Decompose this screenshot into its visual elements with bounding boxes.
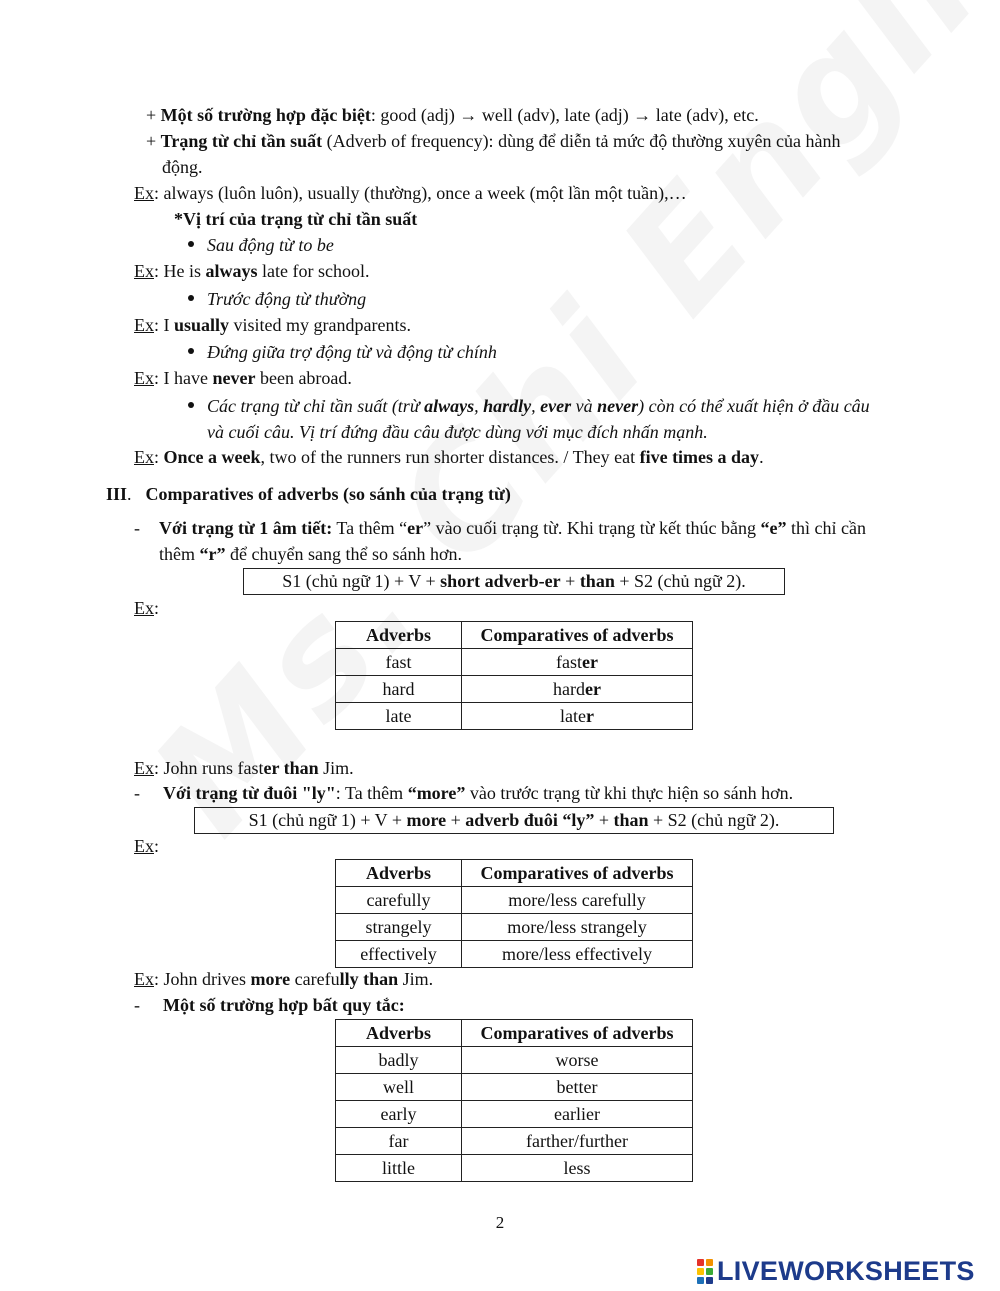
frequency-title: Trạng từ chỉ tần suất: [160, 131, 323, 151]
example-text: late for school.: [257, 261, 370, 281]
rule-text: vào trước trạng từ khi thực hiện so sánh hơn.: [465, 783, 794, 803]
formula-keyword: adverb đuôi “ly”: [465, 810, 595, 830]
header-adverbs: Adverbs: [336, 1020, 462, 1047]
dash: -: [134, 783, 140, 803]
comparative-stem: late: [560, 706, 586, 726]
logo-square: [697, 1259, 704, 1266]
page-number: 2: [495, 1213, 505, 1232]
comparative-cell: earlier: [462, 1101, 693, 1128]
table-row: [336, 941, 693, 968]
ex-label: Ex: [134, 183, 154, 203]
ex-line: [134, 596, 159, 620]
ex-colon: :: [154, 836, 160, 856]
bullet-dot: [188, 348, 194, 354]
formula-text: +: [594, 810, 614, 830]
ex-label: Ex: [134, 758, 154, 778]
example-keyword: er than: [263, 758, 319, 778]
comparative-cell: more/less effectively: [462, 941, 693, 968]
adverb-cell: hard: [336, 676, 462, 703]
irregular-heading: Một số trường hợp bất quy tắc:: [163, 995, 405, 1015]
example-frequency: [134, 181, 687, 205]
comparative-cell: [462, 703, 693, 730]
rule-title: Với trạng từ 1 âm tiết:: [159, 518, 333, 538]
comparative-suffix: er: [585, 679, 601, 699]
example-4: [134, 445, 764, 469]
comparative-cell: worse: [462, 1047, 693, 1074]
one-syllable-example: [134, 756, 354, 780]
table-row: [336, 1155, 693, 1182]
comparative-stem: hard: [553, 679, 585, 699]
formula-text: S1 (chủ ngữ 1) + V +: [248, 810, 407, 830]
adverb-cell: far: [336, 1128, 462, 1155]
position-heading: *Vị trí của trạng từ chỉ tần suất: [174, 209, 418, 229]
example-2: [134, 313, 411, 337]
ex-label: Ex: [134, 261, 154, 281]
bullet-dot: [188, 241, 194, 247]
bullet-dot: [188, 295, 194, 301]
rule-keyword: “more”: [407, 783, 466, 803]
example-1: [134, 259, 369, 283]
formula-box: [243, 568, 785, 595]
comparative-stem: fast: [556, 652, 582, 672]
formula-keyword: more: [406, 810, 447, 830]
table-row: [336, 1128, 693, 1155]
table-row: [336, 703, 693, 730]
adverb-cell: little: [336, 1155, 462, 1182]
example-text: : John runs fast: [154, 758, 264, 778]
ex-label: Ex: [134, 315, 154, 335]
rule-keyword: never: [597, 396, 639, 416]
rule-text: để chuyển sang thể so sánh hơn.: [225, 544, 462, 564]
special-cases-line: [146, 103, 759, 127]
example-text: Jim.: [398, 969, 434, 989]
formula-text: +: [560, 571, 580, 591]
liveworksheets-logo: [697, 1256, 975, 1287]
section-title: Comparatives of adverbs (so sánh của trạng từ): [145, 484, 511, 504]
formula-box: [194, 807, 834, 834]
formula-keyword: than: [579, 571, 615, 591]
rule-text: ,: [474, 396, 484, 416]
section-heading: [106, 482, 511, 506]
header-comparatives: Comparatives of adverbs: [462, 622, 693, 649]
liveworksheets-logo-icon: [697, 1259, 713, 1284]
logo-square: [697, 1268, 704, 1275]
example-3: [134, 366, 352, 390]
frequency-text: (Adverb of frequency): dùng để diễn tả mức độ thường xuyên của hành: [322, 131, 841, 151]
rule-text: Các trạng từ chỉ tần suất (trừ: [207, 396, 425, 416]
rule-between-verbs: Đứng giữa trợ động từ và động từ chính: [207, 342, 497, 362]
table-row: [336, 914, 693, 941]
ex-label: Ex: [134, 368, 154, 388]
example-text: carefu: [290, 969, 340, 989]
rule-title: Với trạng từ đuôi "ly": [163, 783, 336, 803]
adverb-cell: fast: [336, 649, 462, 676]
example-keyword: more: [250, 969, 291, 989]
example-keyword: five times a day: [639, 447, 760, 467]
comparative-cell: less: [462, 1155, 693, 1182]
ex-label: Ex: [134, 598, 154, 618]
table-row: [336, 676, 693, 703]
example-keyword: lly than: [339, 969, 399, 989]
example-keyword: usually: [174, 315, 230, 335]
comparative-suffix: er: [582, 652, 598, 672]
rule-keyword: “e”: [760, 518, 787, 538]
example-text: : John drives: [154, 969, 251, 989]
example-keyword: never: [212, 368, 256, 388]
logo-square: [706, 1268, 713, 1275]
logo-square: [697, 1277, 704, 1284]
example-text: :: [154, 447, 164, 467]
example-text: : I have: [154, 368, 213, 388]
ex-label: Ex: [134, 447, 154, 467]
rule-text: thì chỉ cần: [786, 518, 867, 538]
header-comparatives: Comparatives of adverbs: [462, 860, 693, 887]
ly-adverbs-table: [335, 859, 693, 968]
formula-text: S1 (chủ ngữ 1) + V +: [282, 571, 441, 591]
frequency-line: [146, 129, 841, 153]
rule-text: thêm: [159, 544, 200, 564]
rule-text: Ta thêm “: [332, 518, 408, 538]
irregular-table: [335, 1019, 693, 1182]
rule-keyword: hardly: [483, 396, 532, 416]
dash: -: [134, 995, 140, 1015]
table-row: [336, 1101, 693, 1128]
bullet-plus: +: [146, 105, 161, 125]
adverb-cell: early: [336, 1101, 462, 1128]
special-cases-title: Một số trường hợp đặc biệt: [160, 105, 371, 125]
example-keyword: Once a week: [163, 447, 261, 467]
logo-square: [706, 1259, 713, 1266]
rule-text: và: [571, 396, 598, 416]
bullet-plus: +: [146, 131, 161, 151]
one-syllable-rule-cont: [159, 542, 462, 566]
comparative-suffix: r: [585, 706, 594, 726]
example-text: Jim.: [318, 758, 354, 778]
header-comparatives: Comparatives of adverbs: [462, 1020, 693, 1047]
ex-label: Ex: [134, 969, 154, 989]
comparative-cell: better: [462, 1074, 693, 1101]
table-row: [336, 649, 693, 676]
rule-keyword: always: [424, 396, 475, 416]
comparative-cell: farther/further: [462, 1128, 693, 1155]
ex-label: Ex: [134, 836, 154, 856]
special-cases-text: : good (adj) → well (adv), late (adj) → late (adv), etc.: [370, 105, 759, 125]
formula-keyword: short adverb-er: [440, 571, 561, 591]
section-number: III: [106, 484, 128, 504]
formula-text: + S2 (chủ ngữ 2).: [614, 571, 746, 591]
ly-adverbs-rule: [163, 781, 793, 805]
header-adverbs: Adverbs: [336, 622, 462, 649]
logo-square: [706, 1277, 713, 1284]
example-text: , two of the runners run shorter distances. / They eat: [260, 447, 640, 467]
formula-keyword: than: [613, 810, 649, 830]
rule-text: ” vào cuối trạng từ. Khi trạng từ kết thúc bằng: [423, 518, 761, 538]
formula-text: + S2 (chủ ngữ 2).: [648, 810, 780, 830]
example-keyword: always: [205, 261, 258, 281]
table-row: [336, 1074, 693, 1101]
example-text: been abroad.: [255, 368, 352, 388]
table-header-row: [336, 622, 693, 649]
frequency-line-cont: động.: [162, 157, 203, 177]
table-header-row: [336, 860, 693, 887]
formula-text: +: [446, 810, 466, 830]
example-text: : always (luôn luôn), usually (thường), once a week (một lần một tuần),…: [154, 183, 687, 203]
table-header-row: [336, 1020, 693, 1047]
liveworksheets-logo-text: LIVEWORKSHEETS: [717, 1256, 975, 1286]
ex-line: [134, 834, 159, 858]
adverb-cell: well: [336, 1074, 462, 1101]
rule-start-end: [207, 394, 870, 418]
adverb-cell: strangely: [336, 914, 462, 941]
table-row: [336, 1047, 693, 1074]
rule-keyword: er: [407, 518, 424, 538]
example-text: : He is: [154, 261, 206, 281]
rule-text: : Ta thêm: [335, 783, 408, 803]
example-text: visited my grandparents.: [229, 315, 411, 335]
adverb-cell: late: [336, 703, 462, 730]
comparative-cell: more/less strangely: [462, 914, 693, 941]
ex-colon: :: [154, 598, 160, 618]
rule-keyword: “r”: [199, 544, 226, 564]
comparative-cell: [462, 676, 693, 703]
rule-start-end-cont: và cuối câu. Vị trí đứng đầu câu được dùng với mục đích nhấn mạnh.: [207, 422, 708, 442]
one-syllable-table: [335, 621, 693, 730]
adverb-cell: badly: [336, 1047, 462, 1074]
dash: -: [134, 518, 140, 538]
comparative-cell: more/less carefully: [462, 887, 693, 914]
bullet-dot: [188, 402, 194, 408]
one-syllable-rule: [159, 516, 866, 540]
adverb-cell: carefully: [336, 887, 462, 914]
example-text: : I: [154, 315, 174, 335]
rule-before-verb: Trước động từ thường: [207, 289, 367, 309]
rule-text: ) còn có thể xuất hiện ở đầu câu: [638, 396, 870, 416]
header-adverbs: Adverbs: [336, 860, 462, 887]
ly-adverbs-example: [134, 967, 433, 991]
adverb-cell: effectively: [336, 941, 462, 968]
example-text: .: [759, 447, 764, 467]
rule-text: ,: [531, 396, 541, 416]
rule-keyword: ever: [540, 396, 572, 416]
section-dot: .: [127, 484, 132, 504]
table-row: [336, 887, 693, 914]
comparative-cell: [462, 649, 693, 676]
rule-after-to-be: Sau động từ to be: [207, 235, 334, 255]
